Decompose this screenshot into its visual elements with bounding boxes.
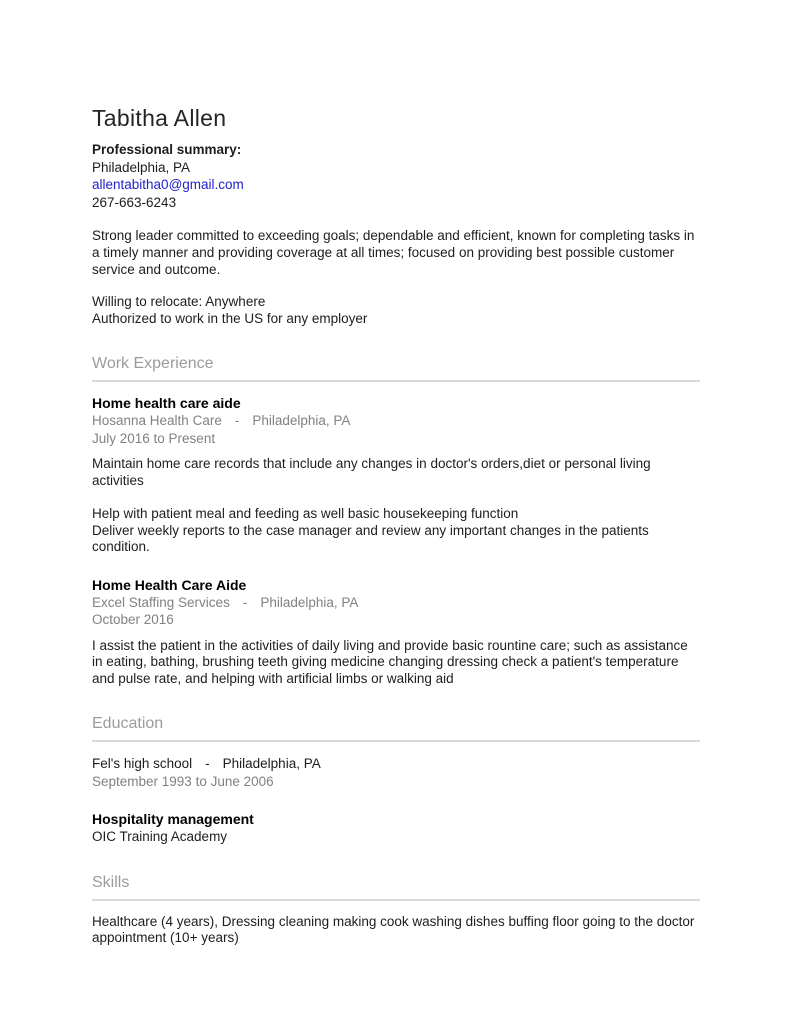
email-link[interactable]: allentabitha0@gmail.com xyxy=(92,177,244,192)
education-location: Philadelphia, PA xyxy=(222,756,321,771)
job-location: Philadelphia, PA xyxy=(252,413,351,428)
job-description-paragraph: I assist the patient in the activities of daily living and provide basic rountine care; such as assistance in eating, bathing, brushing teeth giving medicine changing dressing check a patient's temperature and pulse rate, and helping with artificial limbs or walking aid xyxy=(92,637,688,686)
professional-summary-label: Professional summary: xyxy=(92,142,242,157)
education-school-line xyxy=(92,755,700,773)
job-company: Excel Staffing Services xyxy=(92,594,230,610)
candidate-phone: 267-663-6243 xyxy=(92,194,177,210)
work-authorization-line: Authorized to work in the US for any employer xyxy=(92,311,368,326)
relocate-line: Willing to relocate: Anywhere xyxy=(92,294,266,309)
education-school: OIC Training Academy xyxy=(92,829,228,844)
candidate-location: Philadelphia, PA xyxy=(92,159,191,175)
education-school: Fel's high school xyxy=(92,756,193,771)
availability-block xyxy=(92,293,700,327)
education-dates: September 1993 to June 2006 xyxy=(92,773,274,789)
job-title: Home Health Care Aide xyxy=(92,576,247,593)
job-description-paragraph: Maintain home care records that include any changes in doctor's orders,diet or personal living activities xyxy=(92,456,651,488)
education-entry xyxy=(92,755,700,790)
separator-dash: - xyxy=(234,413,240,428)
section-skills xyxy=(92,873,700,947)
section-divider xyxy=(92,899,700,901)
job-company: Hosanna Health Care xyxy=(92,413,222,428)
job-dates: October 2016 xyxy=(92,612,174,627)
job-company-line xyxy=(92,594,700,612)
separator-dash: - xyxy=(242,594,248,610)
email-row xyxy=(92,176,700,194)
job-location: Philadelphia, PA xyxy=(260,594,359,610)
resume-content xyxy=(92,0,700,947)
job-description-paragraph xyxy=(92,506,700,556)
skills-text: Healthcare (4 years), Dressing cleaning making cook washing dishes buffing floor going to the doctor appointment (10+ years) xyxy=(92,913,695,945)
education-entry xyxy=(92,811,700,846)
education-degree: Hospitality management xyxy=(92,811,254,827)
job-entry xyxy=(92,395,700,556)
job-description-line: Help with patient meal and feeding as well basic housekeeping function xyxy=(92,506,519,521)
separator-dash: - xyxy=(205,756,210,771)
section-divider xyxy=(92,380,700,382)
candidate-name: Tabitha Allen xyxy=(92,105,227,131)
job-title: Home health care aide xyxy=(92,395,241,411)
job-description-line: Deliver weekly reports to the case manager and review any important changes in the patients condition. xyxy=(92,522,649,554)
section-divider xyxy=(92,740,700,742)
section-education xyxy=(92,714,700,846)
skills-heading: Skills xyxy=(92,873,130,891)
summary-paragraph: Strong leader committed to exceeding goals; dependable and efficient, known for completing tasks in a timely manner and providing coverage at all times; focused on providing best possible customer service and outcome. xyxy=(92,228,695,277)
job-dates: July 2016 to Present xyxy=(92,430,216,446)
job-entry xyxy=(92,577,700,688)
section-work-experience xyxy=(92,354,700,687)
education-heading: Education xyxy=(92,715,164,732)
work-experience-heading: Work Experience xyxy=(92,355,214,372)
job-company-line xyxy=(92,412,700,430)
